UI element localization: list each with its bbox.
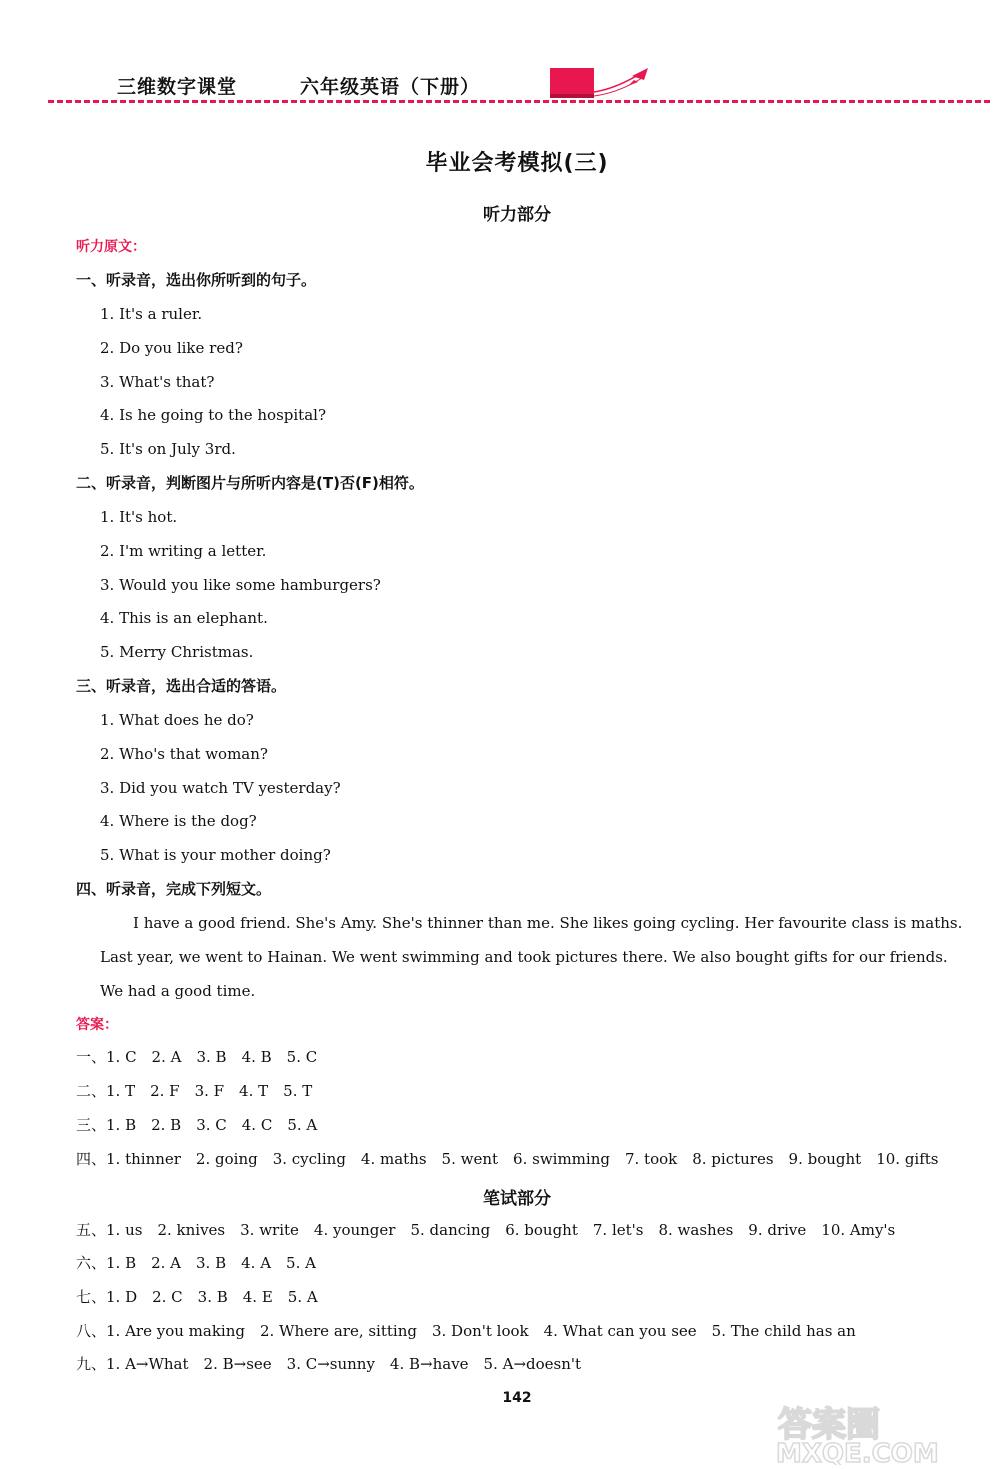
answer-line: 一、1. C 2. A 3. B 4. B 5. C (76, 1048, 318, 1066)
svg-text:MXQE.COM: MXQE.COM (776, 1439, 939, 1465)
book-title: 六年级英语（下册） (300, 76, 481, 98)
q4-passage: I have a good friend. She's Amy. She's thinner than me. She likes going cycling. Her favourite class is maths. Last year, we went to Hainan. We went swimming and took pictures there. We also bought gifts for our friends. We had a good time. (100, 914, 963, 1000)
q1-item: 5. It's on July 3rd. (100, 440, 236, 458)
series-title: 三维数字课堂 (117, 76, 238, 98)
answer-line: 八、1. Are you making 2. Where are, sitting 3. Don't look 4. What can you see 5. The child has an (76, 1322, 856, 1340)
q2-item: 3. Would you like some hamburgers? (100, 576, 381, 594)
page-header (0, 60, 1000, 110)
page-title: 毕业会考模拟(三) (425, 151, 609, 176)
q2-item: 1. It's hot. (100, 508, 178, 526)
answers-label: 答案： (76, 1017, 118, 1033)
script-label: 听力原文： (76, 239, 146, 255)
answer-line: 二、1. T 2. F 3. F 4. T 5. T (76, 1082, 313, 1100)
q2-heading: 二、听录音，判断图片与所听内容是(T)否(F)相符。 (76, 474, 424, 492)
watermark-logo (770, 1400, 995, 1469)
listening-section-title: 听力部分 (483, 205, 551, 225)
q2-item: 4. This is an elephant. (100, 609, 268, 627)
q3-item: 4. Where is the dog? (100, 812, 257, 830)
answer-line: 九、1. A→What 2. B→see 3. C→sunny 4. B→have 5. A→doesn't (76, 1355, 582, 1373)
answer-line: 七、1. D 2. C 3. B 4. E 5. A (76, 1288, 318, 1306)
answer-line: 三、1. B 2. B 3. C 4. C 5. A (76, 1116, 318, 1134)
answer-line: 六、1. B 2. A 3. B 4. A 5. A (76, 1254, 316, 1272)
q1-heading: 一、听录音，选出你所听到的句子。 (76, 271, 317, 289)
q2-item: 2. I'm writing a letter. (100, 542, 267, 560)
written-section-title: 笔试部分 (483, 1189, 551, 1209)
q3-item: 2. Who's that woman? (100, 745, 268, 763)
q1-item: 2. Do you like red? (100, 339, 243, 357)
answer-line: 四、1. thinner 2. going 3. cycling 4. maths 5. went 6. swimming 7. took 8. pictures 9. bought 10. gifts (76, 1150, 939, 1168)
q1-item: 3. What's that? (100, 373, 215, 391)
q1-item: 1. It's a ruler. (100, 305, 203, 323)
q3-item: 1. What does he do? (100, 711, 254, 729)
q2-item: 5. Merry Christmas. (100, 643, 254, 661)
q3-item: 3. Did you watch TV yesterday? (100, 779, 341, 797)
answer-line: 五、1. us 2. knives 3. write 4. younger 5. dancing 6. bought 7. let's 8. washes 9. drive 10. Amy's (76, 1221, 896, 1239)
page-number: 142 (502, 1390, 532, 1406)
q3-item: 5. What is your mother doing? (100, 846, 331, 864)
header-divider (48, 100, 990, 103)
q3-heading: 三、听录音，选出合适的答语。 (76, 677, 287, 695)
svg-text:答案圈: 答案圈 (778, 1405, 880, 1445)
q4-heading: 四、听录音，完成下列短文。 (76, 880, 272, 898)
q1-item: 4. Is he going to the hospital? (100, 406, 326, 424)
